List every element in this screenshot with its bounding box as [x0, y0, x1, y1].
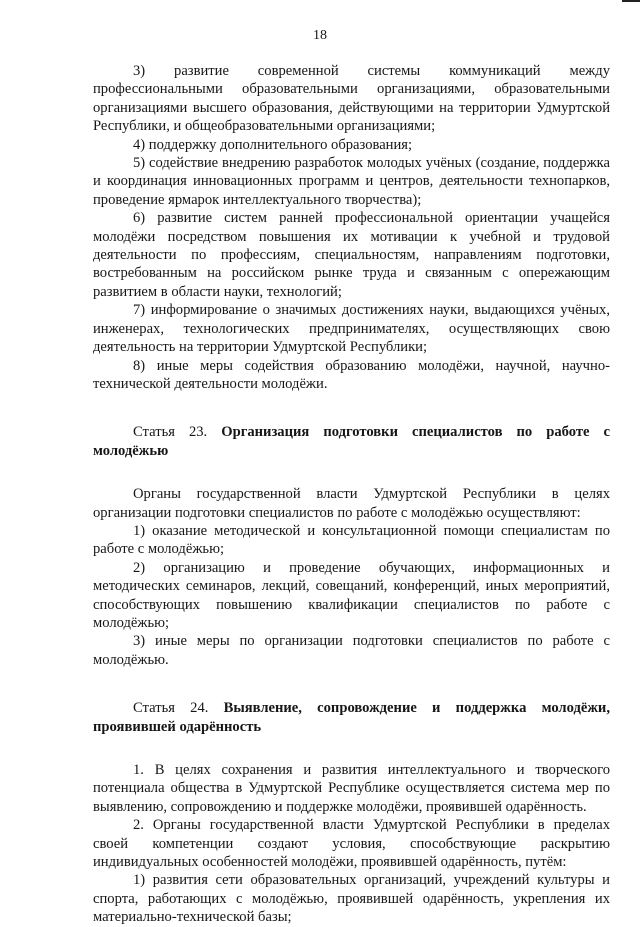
paragraph: 1) развития сети образовательных организаций, учреждений культуры и спорта, работающих с молодёжью, проявившей одарённость, укрепления их материально-технической базы;	[93, 872, 610, 926]
paragraph: 7) информирование о значимых достижениях науки, выдающихся учёных, инженерах, технологических предпринимателях, осуществляющих свою деятельность на территории Удмуртской Республики;	[93, 302, 610, 356]
paragraph: 5) содействие внедрению разработок молодых учёных (создание, поддержка и координация инновационных программ и центров, деятельности технопарков, проведение ярмарок интеллектуального творчества);	[93, 155, 610, 208]
page-number: 18	[313, 28, 327, 43]
paragraph: 3) иные меры по организации подготовки специалистов по работе с молодёжью.	[93, 633, 610, 668]
article-24-heading	[93, 699, 610, 736]
article-23-heading	[93, 423, 610, 460]
article-title: Организация подготовки специалистов по работе с молодёжью	[93, 424, 610, 459]
corner-mark	[622, 0, 640, 6]
paragraph: Органы государственной власти Удмуртской Республики в целях организации подготовки специалистов по работе с молодёжью осуществляют:	[93, 486, 610, 521]
article-label: Статья 23.	[133, 424, 222, 441]
paragraph: 2. Органы государственной власти Удмуртской Республики в пределах своей компетенции создают условия, способствующие раскрытию индивидуальных особенностей молодёжи, проявившей одарённость, путём:	[93, 817, 610, 871]
paragraph: 6) развитие систем ранней профессиональной ориентации учащейся молодёжи посредством повышения их мотивации к учебной и трудовой деятельности по профессиям, специальностям, направлениям подготовки, востребованным на российском рынке труда и связанным с опережающим развитием в области науки, технологий;	[93, 210, 610, 300]
article-label: Статья 24.	[133, 700, 224, 717]
paragraph: 1. В целях сохранения и развития интеллектуального и творческого потенциала общества в Удмуртской Республике осуществляется система мер по выявлению, сопровождению и поддержке молодёжи, проявившей одарённость.	[93, 762, 610, 815]
article-title: Выявление, сопровождение и поддержка молодёжи, проявившей одарённость	[93, 700, 610, 735]
paragraph: 8) иные меры содействия образованию молодёжи, научной, научно-технической деятельности молодёжи.	[93, 357, 610, 392]
document-body	[93, 62, 610, 927]
paragraph: 3) развитие современной системы коммуникаций между профессиональными образовательными организациями, образовательными организациями высшего образования, действующими на территории Удмуртской Республики, и общеобразовательными организациями;	[93, 63, 610, 135]
paragraph: 2) организацию и проведение обучающих, информационных и методических семинаров, лекций, совещаний, конференций, иных мероприятий, способствующих повышению квалификации специалистов по работе с молодёжью;	[93, 559, 610, 631]
paragraph: 4) поддержку дополнительного образования;	[133, 136, 413, 153]
paragraph: 1) оказание методической и консультационной помощи специалистам по работе с молодёжью;	[93, 522, 610, 558]
